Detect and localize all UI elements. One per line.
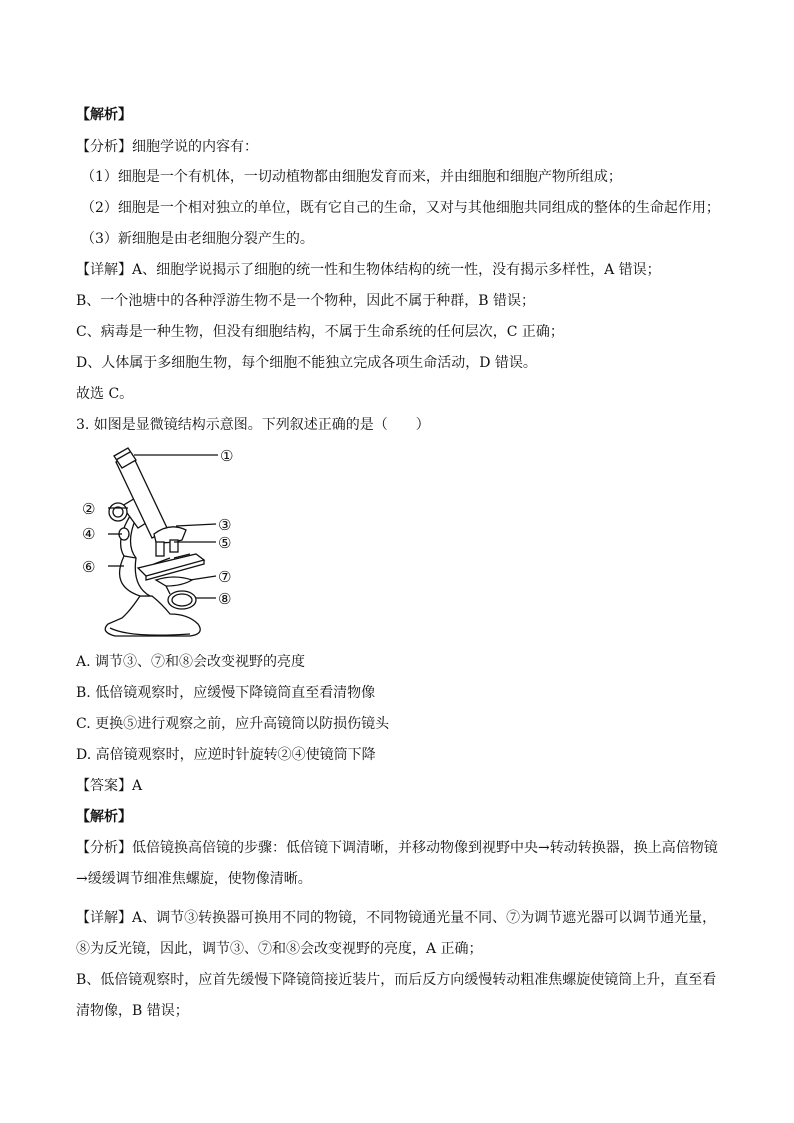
diaphragm	[156, 577, 192, 586]
label-4: ④	[82, 525, 96, 543]
detail-a: 【详解】A、细胞学说揭示了细胞的统一性和生物体结构的统一性，没有揭示多样性，A 错误；	[76, 262, 661, 278]
option-b: B. 低倍镜观察时，应缓慢下降镜筒直至看清物像	[76, 685, 376, 701]
detail-a-line-2: ⑧为反光镜，因此，调节③、⑦和⑧会改变视野的亮度，A 正确；	[76, 941, 483, 957]
coarse-adjustment-knob	[109, 503, 127, 521]
label-1: ①	[220, 447, 234, 465]
detail-b-line-1: B、低倍镜观察时，应首先缓慢下降镜筒接近装片，而后反方向缓慢转动粗准焦螺旋使镜筒上升，直至看	[76, 972, 717, 988]
option-a: A. 调节③、⑦和⑧会改变视野的亮度	[76, 654, 306, 670]
option-c: C. 更换⑤进行观察之前，应升高镜筒以防损伤镜头	[76, 716, 390, 732]
analysis-heading-2: 【解析】	[76, 809, 132, 825]
label-5: ⑤	[218, 534, 232, 552]
analysis-steps-line-1: 【分析】低倍镜换高倍镜的步骤：低倍镜下调清晰，并移动物像到视野中央→转动转换器，换上高倍物镜	[76, 840, 718, 856]
detail-c: C、病毒是一种生物，但没有细胞结构，不属于生命系统的任何层次，C 正确；	[76, 324, 564, 340]
label-2: ②	[82, 500, 96, 518]
conclusion: 故选 C。	[76, 386, 134, 402]
cell-theory-point-2: （2）细胞是一个相对独立的单位，既有它自己的生命，又对与其他细胞共同组成的整体的生命起作用；	[81, 200, 720, 216]
microscope-diagram	[70, 446, 250, 642]
detail-a-line-1: 【详解】A、调节③转换器可换用不同的物镜，不同物镜通光量不同、⑦为调节遮光器可以调节通光量，	[76, 910, 717, 926]
label-7: ⑦	[218, 568, 232, 586]
analysis-steps-line-2: →缓缓调节细准焦螺旋，使物像清晰。	[76, 871, 312, 887]
detail-d: D、人体属于多细胞生物，每个细胞不能独立完成各项生命活动，D 错误。	[76, 355, 537, 371]
detail-b-line-2: 清物像，B 错误；	[76, 1003, 189, 1019]
detail-b: B、一个池塘中的各种浮游生物不是一个物种，因此不属于种群，B 错误；	[76, 293, 536, 309]
cell-theory-point-1: （1）细胞是一个有机体，一切动植物都由细胞发育而来，并由细胞和细胞产物所组成；	[81, 169, 622, 185]
analysis-heading-1: 【解析】	[76, 107, 132, 123]
label-8: ⑧	[218, 590, 232, 608]
objective-lens-1	[156, 542, 164, 556]
option-d: D. 高倍镜观察时，应逆时针旋转②④使镜筒下降	[76, 747, 376, 763]
cell-theory-point-3: （3）新细胞是由老细胞分裂产生的。	[81, 231, 314, 247]
analysis-intro: 【分析】细胞学说的内容有：	[76, 139, 258, 155]
label-3: ③	[218, 516, 232, 534]
question-3-stem: 3. 如图是显微镜结构示意图。下列叙述正确的是（ ）	[76, 417, 430, 433]
label-6: ⑥	[82, 558, 96, 576]
answer: 【答案】A	[76, 778, 143, 794]
